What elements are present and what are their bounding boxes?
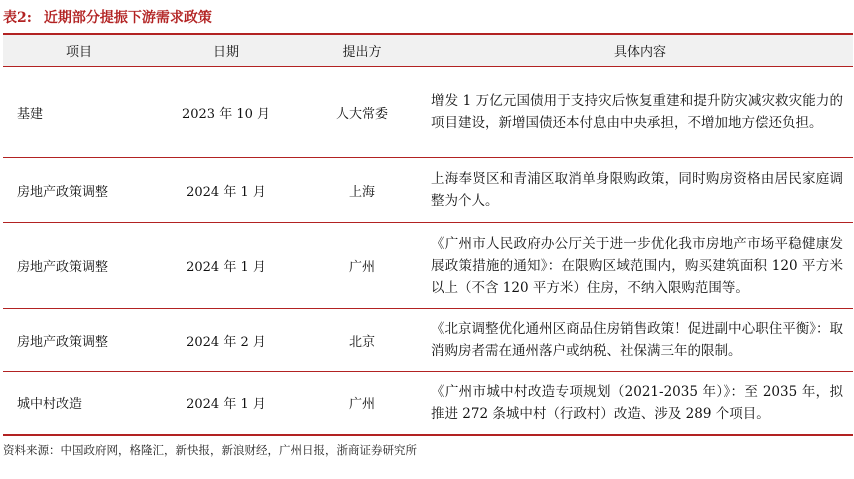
cell-item: 房地产政策调整 xyxy=(3,158,155,223)
cell-item: 基建 xyxy=(3,67,155,158)
table-title-text: 近期部分提振下游需求政策 xyxy=(43,10,212,26)
cell-proposer: 广州 xyxy=(297,372,427,435)
cell-content: 《广州市人民政府办公厅关于进一步优化我市房地产市场平稳健康发展政策措施的通知》：在限购区域范围内，购买建筑面积 120 平方米以上（不含 120 平方米）住房，不纳入限购范围等。 xyxy=(427,223,853,309)
cell-date: 2024 年 1 月 xyxy=(155,158,297,223)
cell-proposer: 北京 xyxy=(297,309,427,372)
cell-item: 房地产政策调整 xyxy=(3,309,155,372)
cell-date: 2023 年 10 月 xyxy=(155,67,297,158)
cell-item: 城中村改造 xyxy=(3,372,155,435)
table-row xyxy=(3,223,853,309)
table-header-row xyxy=(3,35,853,67)
header-content: 具体内容 xyxy=(427,35,853,67)
cell-content: 增发 1 万亿元国债用于支持灾后恢复重建和提升防灾减灾救灾能力的项目建设，新增国债还本付息由中央承担，不增加地方偿还负担。 xyxy=(427,67,853,158)
table-row xyxy=(3,158,853,223)
cell-proposer: 人大常委 xyxy=(297,67,427,158)
table-row xyxy=(3,309,853,372)
table-title xyxy=(3,6,212,30)
cell-proposer: 上海 xyxy=(297,158,427,223)
cell-proposer: 广州 xyxy=(297,223,427,309)
source-note: 资料来源：中国政府网，格隆汇，新快报，新浪财经，广州日报，浙商证券研究所 xyxy=(3,443,417,457)
policy-table xyxy=(3,35,853,436)
cell-content: 上海奉贤区和青浦区取消单身限购政策，同时购房资格由居民家庭调整为个人。 xyxy=(427,158,853,223)
table-label: 表2: xyxy=(3,10,32,26)
cell-item: 房地产政策调整 xyxy=(3,223,155,309)
cell-date: 2024 年 2 月 xyxy=(155,309,297,372)
header-proposer: 提出方 xyxy=(297,35,427,67)
cell-date: 2024 年 1 月 xyxy=(155,223,297,309)
cell-content: 《广州市城中村改造专项规划（2021-2035 年）》：至 2035 年，拟推进 272 条城中村（行政村）改造、涉及 289 个项目。 xyxy=(427,372,853,435)
cell-date: 2024 年 1 月 xyxy=(155,372,297,435)
header-item: 项目 xyxy=(3,35,155,67)
cell-content: 《北京调整优化通州区商品住房销售政策！促进副中心职住平衡》：取消购房者需在通州落户或纳税、社保满三年的限制。 xyxy=(427,309,853,372)
table-row xyxy=(3,372,853,435)
header-date: 日期 xyxy=(155,35,297,67)
table-row xyxy=(3,67,853,158)
